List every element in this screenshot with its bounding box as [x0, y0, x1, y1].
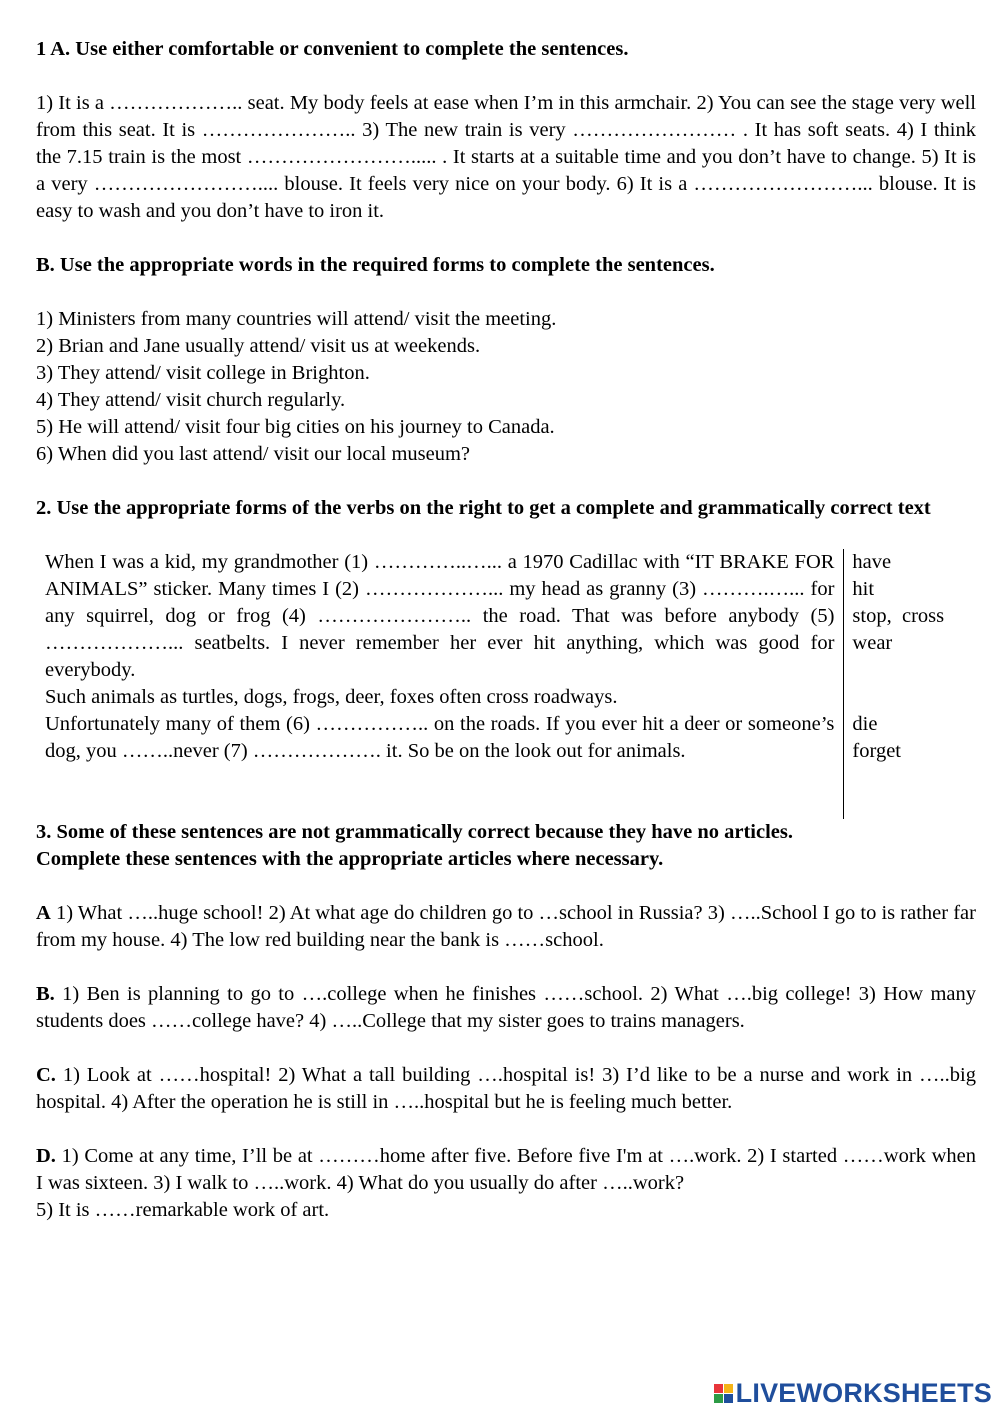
logo-text: LIVEWORKSHEETS: [735, 1378, 992, 1408]
group-label: B.: [36, 983, 55, 1005]
verb-6: die: [852, 713, 878, 735]
section-1a-text: 1) It is a ……………….. seat. My body feels at ease when I’m in this armchair. 2) You can see the stage very well from this seat. It is ………………….. 3) The new train is very …………………… . It has soft seats. 4) I think the 7.15 train is the most ……………………..... . It starts at a suitable time and you don’t have to change. 5) It is a very …………………….... blouse. It feels very nice on your body. 6) It is a ……………………... blouse. It is easy to wash and you don’t have to iron it.: [36, 92, 976, 222]
section-3-group-d: [36, 1143, 976, 1197]
verb-2: hit: [852, 578, 875, 600]
story-paragraph-3: Unfortunately many of them (6) …………….. on the roads. If you ever hit a deer or someone’s dog, you ……..never (7) ………………. it. So be on the look out for animals.: [45, 713, 835, 762]
section-3-heading-line-2: Complete these sentences with the appropriate articles where necessary.: [36, 848, 664, 870]
liveworksheets-logo: [714, 1380, 992, 1407]
worksheet-page: [36, 36, 976, 1224]
verb-3-4: stop, cross: [852, 605, 945, 627]
section-1a-heading: 1 A. Use either comfortable or convenient to complete the sentences.: [36, 38, 629, 60]
verb-empty: [852, 684, 976, 711]
story-paragraph-1: When I was a kid, my grandmother (1) …………..…... a 1970 Cadillac with “IT BRAKE FOR ANIMALS” sticker. Many times I (2) ………………... my head as granny (3) ……….…... for any squirrel, dog or frog (4) ………………….. the road. That was before anybody (5) ………………... seatbelts. I never remember her ever hit anything, which was good for everybody.: [45, 551, 835, 681]
verb-exercise-table: [36, 549, 976, 819]
verb-7: forget: [852, 740, 901, 762]
group-label: A: [36, 902, 51, 924]
group-text: 1) What …..huge school! 2) At what age do children go to …school in Russia? 3) …..School I go to is rather far from my house. 4) The low red building near the bank is ……school.: [36, 902, 976, 951]
group-label: D.: [36, 1145, 56, 1167]
story-paragraph-2: Such animals as turtles, dogs, frogs, deer, foxes often cross roadways.: [45, 686, 618, 708]
section-3-group-b: [36, 981, 976, 1035]
section-2-heading: 2. Use the appropriate forms of the verbs on the right to get a complete and grammatically correct text: [36, 497, 931, 519]
list-item: 4) They attend/ visit church regularly.: [36, 389, 346, 411]
verb-1: have: [852, 551, 892, 573]
section-1b-heading: B. Use the appropriate words in the required forms to complete the sentences.: [36, 254, 715, 276]
logo-icon: [714, 1384, 733, 1403]
verb-5: wear: [852, 632, 893, 654]
group-text: 1) Come at any time, I’ll be at ………home after five. Before five I'm at ….work. 2) I started ……work when I was sixteen. 3) I walk to …..work. 4) What do you usually do after …..work?: [36, 1145, 976, 1194]
list-item: 1) Ministers from many countries will attend/ visit the meeting.: [36, 308, 557, 330]
group-text: 1) Ben is planning to go to ….college when he finishes ……school. 2) What ….big college! 3) How many students does ……college have? 4) …..College that my sister goes to trains managers.: [36, 983, 976, 1032]
section-1b-list: [36, 306, 976, 468]
story-text-cell: [36, 549, 844, 819]
group-text: 1) Look at ……hospital! 2) What a tall building ….hospital is! 3) I’d like to be a nurse and work in …..big hospital. 4) After the operation he is still in …..hospital but he is feeling much better.: [36, 1064, 976, 1113]
section-3-heading-line-1: 3. Some of these sentences are not grammatically correct because they have no articles.: [36, 821, 793, 843]
section-3-group-a: [36, 900, 976, 954]
group-label: C.: [36, 1064, 56, 1086]
list-item: 5) He will attend/ visit four big cities on his journey to Canada.: [36, 416, 555, 438]
verb-list-cell: [844, 549, 976, 819]
list-item: 6) When did you last attend/ visit our local museum?: [36, 443, 471, 465]
verb-empty: [852, 657, 976, 684]
section-3-group-c: [36, 1062, 976, 1116]
section-3-group-d-last: 5) It is ……remarkable work of art.: [36, 1199, 330, 1221]
list-item: 2) Brian and Jane usually attend/ visit us at weekends.: [36, 335, 481, 357]
list-item: 3) They attend/ visit college in Brighton.: [36, 362, 370, 384]
